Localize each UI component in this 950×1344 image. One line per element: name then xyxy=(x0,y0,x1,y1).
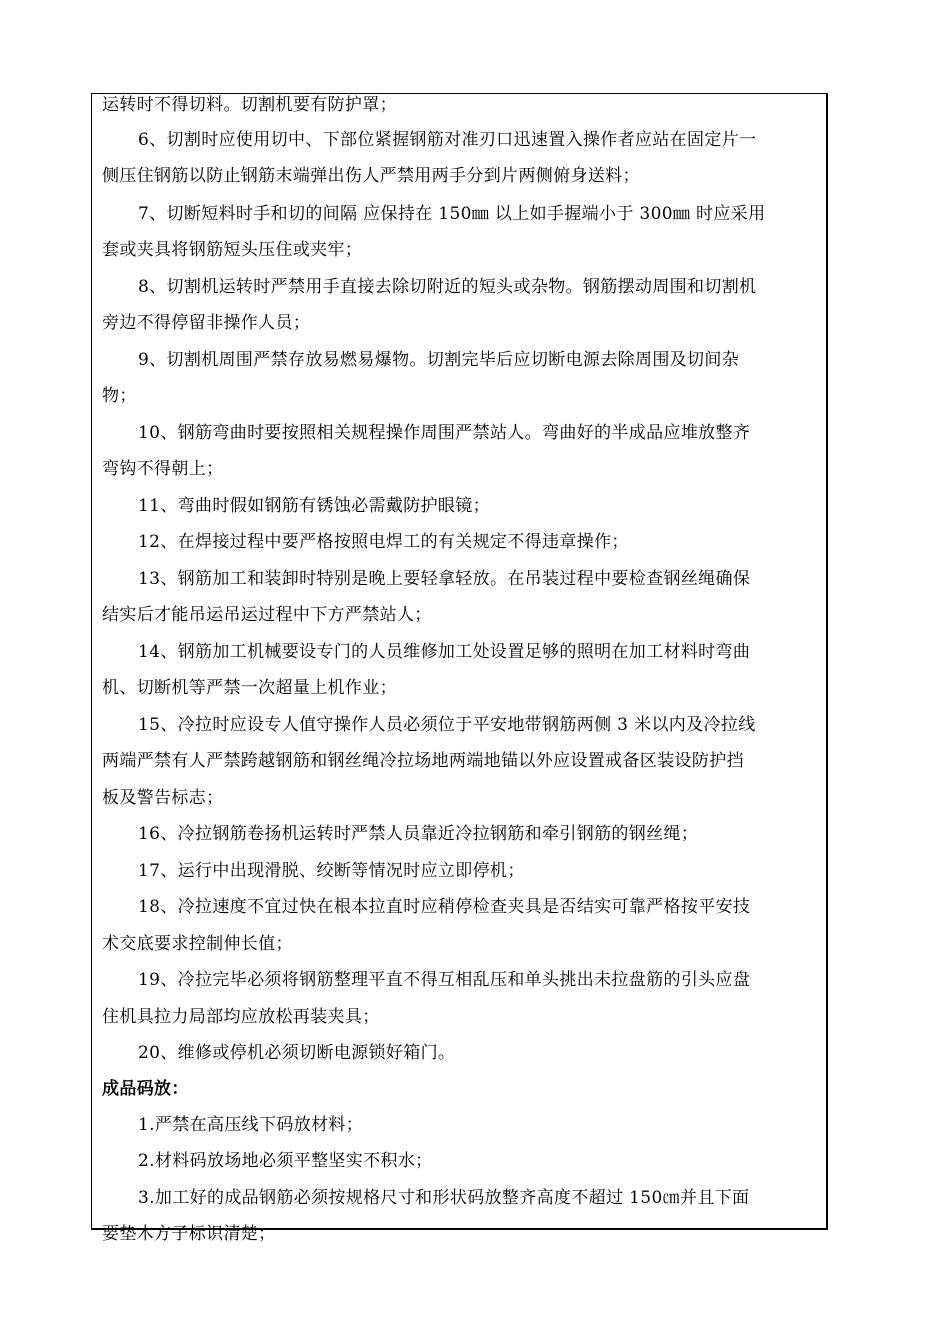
paragraph-line: 侧压住钢筋以防止钢筋末端弹出伤人严禁用两手分到片两侧俯身送料； xyxy=(102,166,640,186)
paragraph-line: 运转时不得切料。切割机要有防护罩； xyxy=(102,95,397,115)
paragraph-line: 住机具拉力局部均应放松再装夹具； xyxy=(102,1007,380,1027)
paragraph-line: 7、切断短料时手和切的间隔 应保持在 150㎜ 以上如手握端小于 300㎜ 时应采用 xyxy=(138,204,766,224)
paragraph-line: 19、冷拉完毕必须将钢筋整理平直不得互相乱压和单头挑出未拉盘筋的引头应盘 xyxy=(138,970,751,990)
paragraph-line: 8、切割机运转时严禁用手直接去除切附近的短头或杂物。钢筋摆动周围和切割机 xyxy=(138,277,757,297)
paragraph-line: 2.材料码放场地必须平整坚实不积水； xyxy=(138,1151,433,1171)
paragraph-line: 9、切割机周围严禁存放易燃易爆物。切割完毕后应切断电源去除周围及切间杂 xyxy=(138,350,740,370)
section-heading: 成品码放： xyxy=(102,1079,189,1099)
paragraph-line: 18、冷拉速度不宜过快在根本拉直时应稍停检查夹具是否结实可靠严格按平安技 xyxy=(138,897,751,917)
paragraph-line: 机、切断机等严禁一次超量上机作业； xyxy=(102,678,397,698)
paragraph-line: 旁边不得停留非操作人员； xyxy=(102,313,311,333)
paragraph-line: 板及警告标志； xyxy=(102,788,224,808)
paragraph-line: 14、钢筋加工机械要设专门的人员维修加工处设置足够的照明在加工材料时弯曲 xyxy=(138,642,751,662)
paragraph-line: 术交底要求控制伸长值； xyxy=(102,934,293,954)
paragraph-line: 12、在焊接过程中要严格按照电焊工的有关规定不得违章操作； xyxy=(138,532,629,552)
paragraph-line: 结实后才能吊运吊运过程中下方严禁站人； xyxy=(102,605,432,625)
paragraph-line: 16、冷拉钢筋卷扬机运转时严禁人员靠近冷拉钢筋和牵引钢筋的钢丝绳； xyxy=(138,824,699,844)
paragraph-line: 20、维修或停机必须切断电源锁好箱门。 xyxy=(138,1043,456,1063)
paragraph-line: 13、钢筋加工和装卸时特别是晚上要轻拿轻放。在吊装过程中要检查钢丝绳确保 xyxy=(138,569,751,589)
paragraph-line: 15、冷拉时应设专人值守操作人员必须位于平安地带钢筋两侧 3 米以内及冷拉线 xyxy=(138,715,756,735)
paragraph-line: 3.加工好的成品钢筋必须按规格尺寸和形状码放整齐高度不超过 150㎝并且下面 xyxy=(138,1188,750,1208)
paragraph-line: 17、运行中出现滑脱、绞断等情况时应立即停机； xyxy=(138,861,525,881)
paragraph-line: 两端严禁有人严禁跨越钢筋和钢丝绳冷拉场地两端地锚以外应设置戒备区装设防护挡 xyxy=(102,751,744,771)
paragraph-line: 套或夹具将钢筋短头压住或夹牢； xyxy=(102,240,363,260)
paragraph-line: 6、切割时应使用切中、下部位紧握钢筋对准刃口迅速置入操作者应站在固定片一 xyxy=(138,130,757,150)
paragraph-line: 物； xyxy=(102,386,137,406)
paragraph-line: 弯钩不得朝上； xyxy=(102,459,224,479)
paragraph-line: 要垫木方子标识清楚； xyxy=(102,1224,276,1244)
paragraph-line: 11、弯曲时假如钢筋有锈蚀必需戴防护眼镜； xyxy=(138,496,490,516)
paragraph-line: 10、钢筋弯曲时要按照相关规程操作周围严禁站人。弯曲好的半成品应堆放整齐 xyxy=(138,423,751,443)
paragraph-line: 1.严禁在高压线下码放材料； xyxy=(138,1115,364,1135)
document-frame xyxy=(91,93,828,1244)
